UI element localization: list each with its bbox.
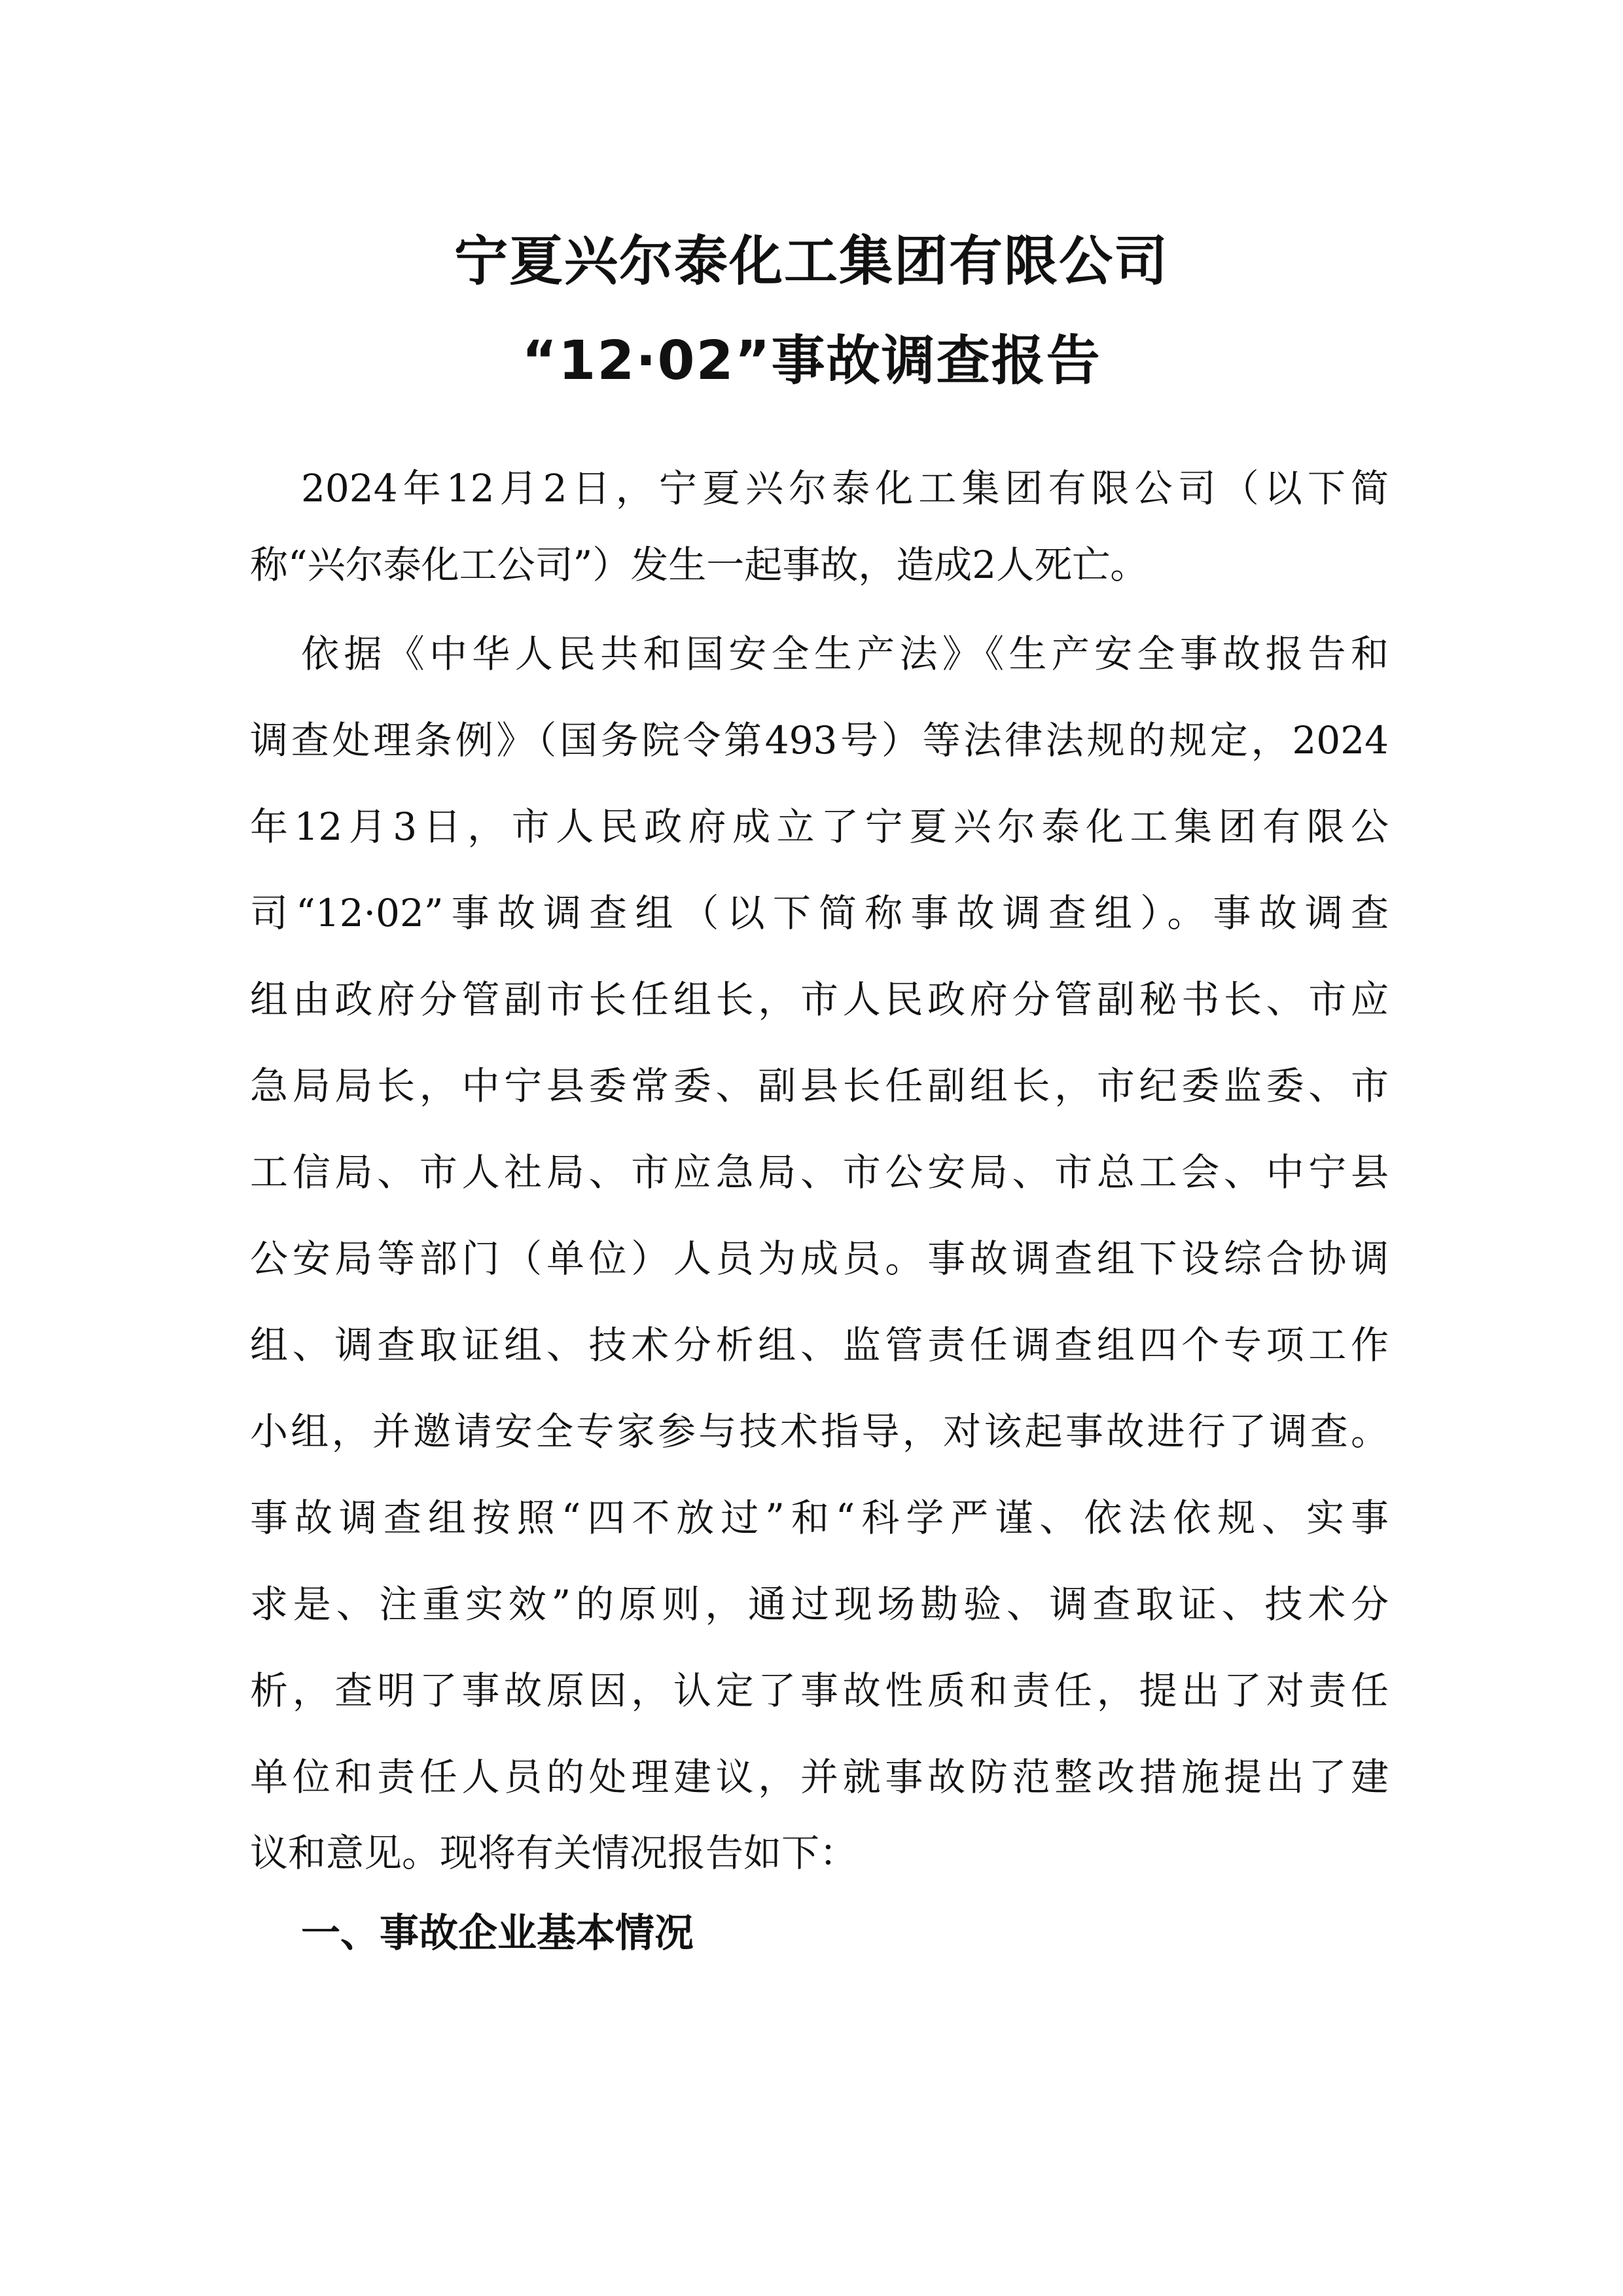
paragraph-1-line-2: 称“兴尔泰化工公司”）发生一起事故，造成2人死亡。 [250, 543, 1149, 587]
paragraph-2-line-3: 年12月3日，市人民政府成立了宁夏兴尔泰化工集团有限公 [250, 804, 1389, 849]
paragraph-2-line-2: 调查处理条例》（国务院令第493号）等法律法规的规定，2024 [250, 718, 1389, 762]
paragraph-2-line-8: 公安局等部门（单位）人员为成员。事故调查组下设综合协调 [250, 1236, 1389, 1281]
paragraph-2-line-5: 组由政府分管副市长任组长，市人民政府分管副秘书长、市应 [250, 977, 1389, 1022]
paragraph-2-line-4: 司“12·02”事故调查组（以下简称事故调查组）。事故调查 [250, 891, 1389, 935]
paragraph-2-line-6: 急局局长，中宁县委常委、副县长任副组长，市纪委监委、市 [250, 1064, 1389, 1108]
paragraph-2-line-7: 工信局、市人社局、市应急局、市公安局、市总工会、中宁县 [250, 1150, 1389, 1194]
paragraph-2-line-11: 事故调查组按照“四不放过”和“科学严谨、依法依规、实事 [250, 1496, 1389, 1540]
document-title-line-2: “12·02”事故调查报告 [522, 330, 1101, 392]
paragraph-2-line-9: 组、调查取证组、技术分析组、监管责任调查组四个专项工作 [250, 1323, 1389, 1367]
section-heading: 一、事故企业基本情况 [301, 1910, 694, 1956]
paragraph-1-line-1: 2024年12月2日，宁夏兴尔泰化工集团有限公司（以下简 [301, 466, 1389, 511]
paragraph-2-line-13: 析，查明了事故原因，认定了事故性质和责任，提出了对责任 [250, 1668, 1389, 1713]
paragraph-2-line-10: 小组，并邀请安全专家参与技术指导，对该起事故进行了调查。 [250, 1409, 1389, 1454]
paragraph-2-line-14: 单位和责任人员的处理建议，并就事故防范整改措施提出了建 [250, 1755, 1389, 1799]
paragraph-2-line-12: 求是、注重实效”的原则，通过现场勘验、调查取证、技术分 [250, 1582, 1389, 1626]
paragraph-2-line-15: 议和意见。现将有关情况报告如下： [250, 1831, 858, 1875]
document-title-line-1: 宁夏兴尔泰化工集团有限公司 [454, 230, 1169, 293]
paragraph-2-line-1: 依据《中华人民共和国安全生产法》《生产安全事故报告和 [301, 632, 1389, 676]
